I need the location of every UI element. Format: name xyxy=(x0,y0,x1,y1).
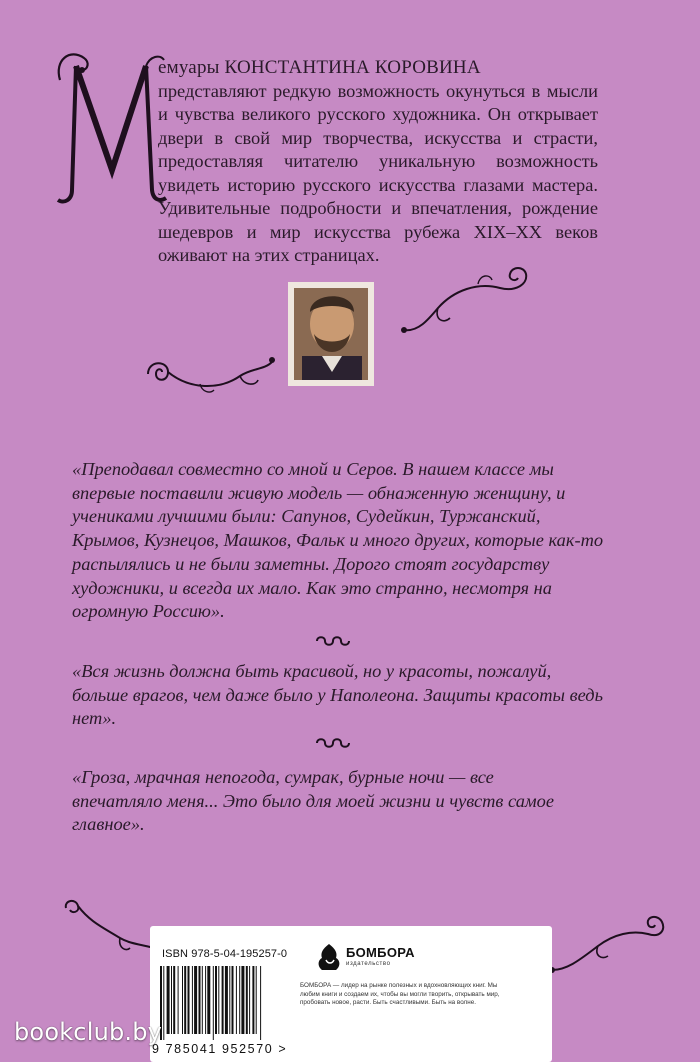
barcode-bar xyxy=(239,966,240,1034)
barcode-bar xyxy=(202,966,203,1034)
swirl-ornament-right xyxy=(398,262,538,342)
barcode-digits: 9 785041 952570 > xyxy=(152,1042,288,1056)
dropcap-letter xyxy=(50,40,170,220)
quote-1-text: «Преподавал совместно со мной и Серов. В нашем классе мы впервые поставили живую модель — обнаженную женщину, и учениками лучшими были: Сапунов, Судейкин, Туржанский, Крымов, Кузнецов, Машков, Фальк и много других, которые как-то распылялись и не были заметны. Дорого стоят государству художники, и всегда их мало. Как это странно, несмотря на огромную Россию». xyxy=(72,459,604,622)
isbn-label: ISBN 978-5-04-195257-0 xyxy=(162,948,288,960)
quote-2-text: «Вся жизнь должна быть красивой, но у красоты, пожалуй, больше врагов, чем даже было у Наполеона. Защиты красоты ведь нет». xyxy=(72,661,603,729)
publisher-description: БОМБОРА — лидер на рынке полезных и вдохновляющих книг. Мы любим книги и создаем их, чтобы вы могли творить, открывать мир, пробовать новое, расти. Быть счастливыми. Быть на волне. xyxy=(300,982,500,1006)
intro-lead: емуары КОНСТАНТИНА КОРОВИНА xyxy=(158,57,481,78)
barcode-bar xyxy=(205,966,206,1034)
barcode-bar xyxy=(167,966,170,1034)
barcode-bar xyxy=(222,966,224,1034)
publisher-subtitle: издательство xyxy=(346,961,391,967)
barcode-bar xyxy=(173,966,175,1034)
barcode-panel xyxy=(150,926,552,1062)
barcode-bar xyxy=(225,966,228,1034)
barcode-bar xyxy=(232,966,234,1034)
barcode-bar xyxy=(252,966,254,1034)
barcode-bar xyxy=(260,966,261,1040)
barcode-bar xyxy=(188,966,190,1034)
intro-body: представляют редкую возможность окунуться в мысли и чувства великого русского художника. Он открывает двери в свой мир творчества, искусства и страсти, предоставляя читателю уникальную возможность увидеть историю русского искусства глазами мастера. Удивительные подробности и впечатления, рождение шедевров и мир искусства рубежа XIX–XX веков оживают на этих страницах. xyxy=(158,80,598,265)
barcode-bar xyxy=(236,966,237,1034)
swirl-ornament-bottom-right xyxy=(548,900,668,980)
barcode-bar xyxy=(163,966,164,1040)
barcode-bar xyxy=(241,966,244,1034)
barcode-bar xyxy=(246,966,248,1034)
barcode-bar xyxy=(171,966,172,1034)
quote-1 xyxy=(72,458,607,624)
barcode-bar xyxy=(182,966,183,1034)
barcode-bar xyxy=(207,966,210,1034)
barcode-bar xyxy=(249,966,250,1034)
bombora-logo-icon xyxy=(316,942,342,972)
barcode-bar xyxy=(215,966,217,1034)
barcode-bar xyxy=(184,966,186,1034)
author-portrait xyxy=(288,282,374,386)
barcode-bar xyxy=(229,966,230,1034)
divider-ornament-2 xyxy=(314,736,352,750)
barcode-bar xyxy=(194,966,197,1034)
quote-2 xyxy=(72,660,607,731)
barcode-bar xyxy=(199,966,201,1034)
barcode-bar xyxy=(213,966,214,1040)
quote-3-text: «Гроза, мрачная непогода, сумрак, бурные ночи — все впечатляло меня... Это было для моей жизни и чувств самое главное». xyxy=(72,767,554,835)
watermark-site: bookclub.by xyxy=(14,1018,163,1046)
barcode-bar xyxy=(218,966,219,1034)
barcode-bar xyxy=(178,966,179,1034)
barcode-bar xyxy=(192,966,193,1034)
swirl-ornament-left xyxy=(140,340,280,400)
quote-3 xyxy=(72,766,572,837)
publisher-name: БОМБОРА xyxy=(346,945,415,960)
divider-ornament-1 xyxy=(314,634,352,648)
barcode-bars xyxy=(158,966,308,1040)
intro-text xyxy=(158,56,598,268)
barcode-bar xyxy=(256,966,257,1034)
